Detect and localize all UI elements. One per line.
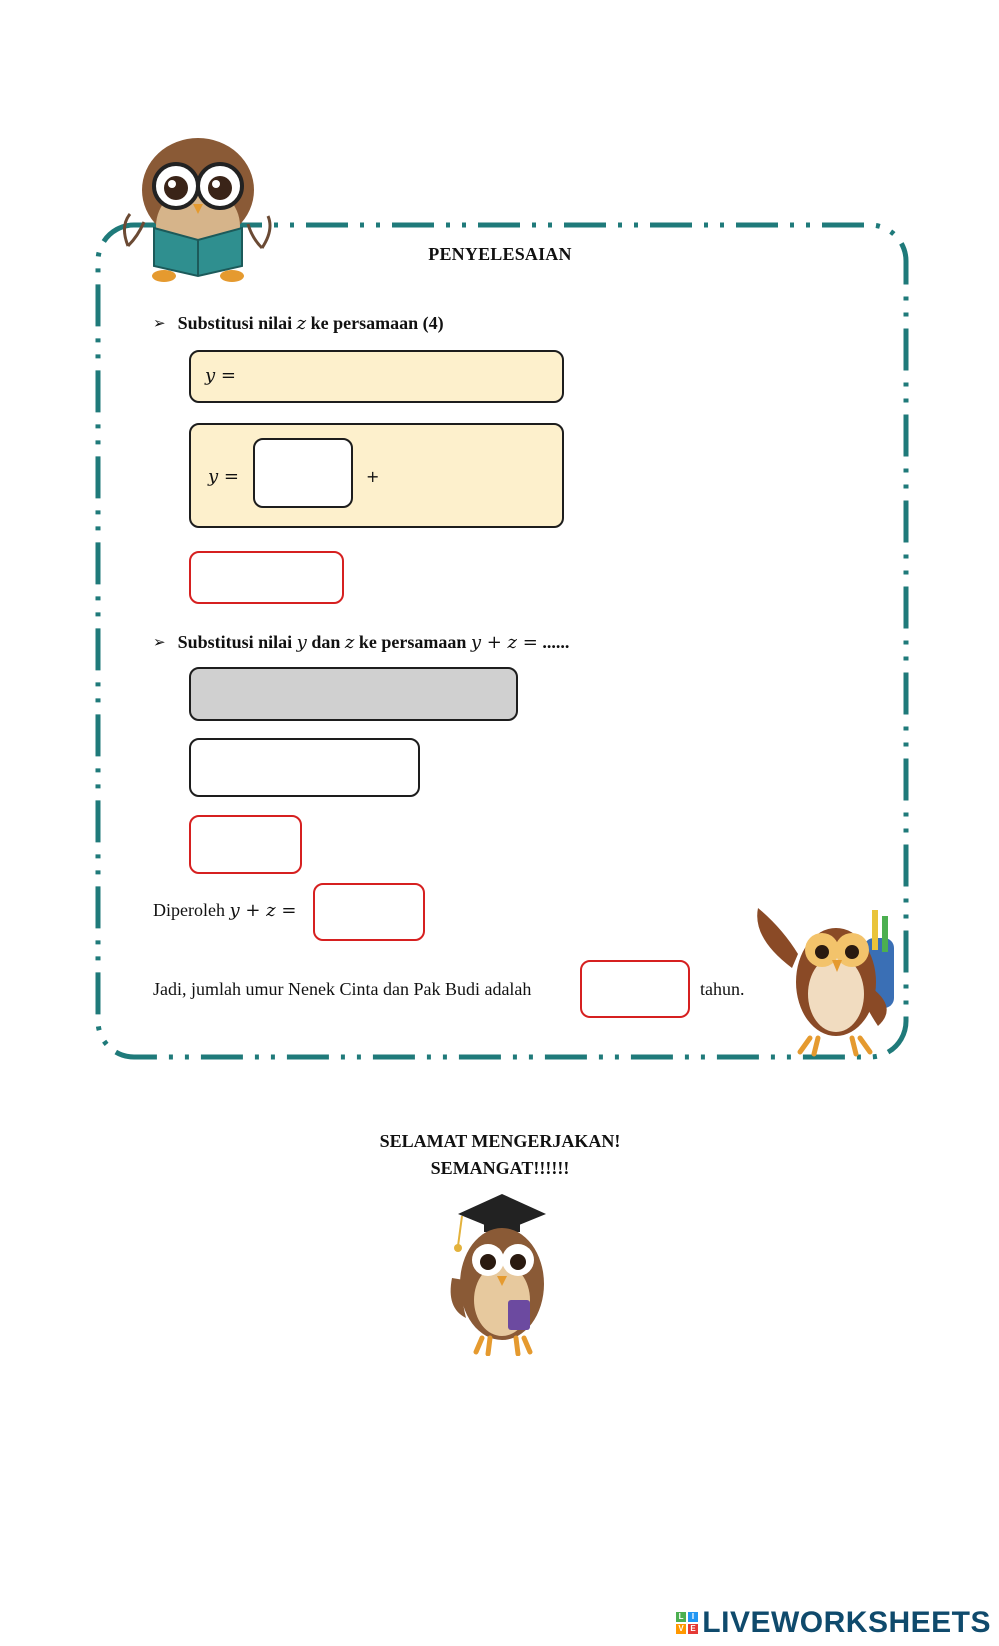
- reading-owl-icon: [118, 126, 278, 286]
- y-equation-input-1[interactable]: [189, 350, 564, 403]
- step-2-text: Substitusi nilai: [177, 632, 297, 652]
- liveworksheets-logo: [676, 1606, 991, 1640]
- step-2-instruction: [153, 632, 569, 653]
- step-1-text: Substitusi nilai: [177, 313, 297, 333]
- result-line: [153, 900, 296, 921]
- arrow-bullet-icon: ➢: [153, 316, 166, 332]
- substitution-input-gray[interactable]: [189, 667, 518, 721]
- step-1-text-end: ke persamaan (4): [306, 313, 444, 333]
- step-2-dots: ......: [537, 632, 570, 652]
- y-term-input[interactable]: [253, 438, 353, 508]
- conclusion-text: Jadi, jumlah umur Nenek Cinta dan Pak Budi adalah: [153, 979, 532, 999]
- step-1-instruction: [153, 313, 444, 334]
- backpack-owl-icon: [752, 898, 912, 1060]
- result-answer-input[interactable]: [313, 883, 425, 941]
- step-2-equation: y + z =: [470, 632, 538, 653]
- brand-logo-icon: [676, 1612, 698, 1634]
- arrow-bullet-icon: ➢: [153, 635, 166, 651]
- unit-label: tahun.: [700, 979, 745, 999]
- result-label: Diperoleh: [153, 900, 230, 920]
- substitution-input-white[interactable]: [189, 738, 420, 797]
- y-equals-label-2: y =: [208, 466, 239, 487]
- plus-sign: +: [366, 467, 380, 486]
- step-1-variable: z: [296, 313, 307, 334]
- step-2-variable-y: y: [296, 632, 307, 653]
- step-2-text-mid-2: ke persamaan: [354, 632, 471, 652]
- graduate-owl-icon: [438, 1188, 566, 1356]
- brand-name: LIVEWORKSHEETS: [702, 1606, 991, 1639]
- step-2-variable-z: z: [344, 632, 355, 653]
- page-title: PENYELESAIAN: [428, 244, 572, 264]
- closing-message: [300, 1128, 700, 1182]
- logo-letter: I: [688, 1612, 698, 1622]
- y-answer-input[interactable]: [189, 551, 344, 604]
- logo-letter: L: [676, 1612, 686, 1622]
- closing-line-1: SELAMAT MENGERJAKAN!: [379, 1131, 621, 1151]
- sum-answer-input[interactable]: [189, 815, 302, 874]
- logo-letter: V: [676, 1624, 686, 1634]
- closing-line-2: SEMANGAT!!!!!!: [430, 1158, 570, 1178]
- result-equation: y + z =: [229, 900, 297, 921]
- age-total-input[interactable]: [580, 960, 690, 1018]
- logo-letter: E: [688, 1624, 698, 1634]
- y-equals-label-1: y =: [205, 365, 236, 386]
- step-2-text-mid: dan: [306, 632, 345, 652]
